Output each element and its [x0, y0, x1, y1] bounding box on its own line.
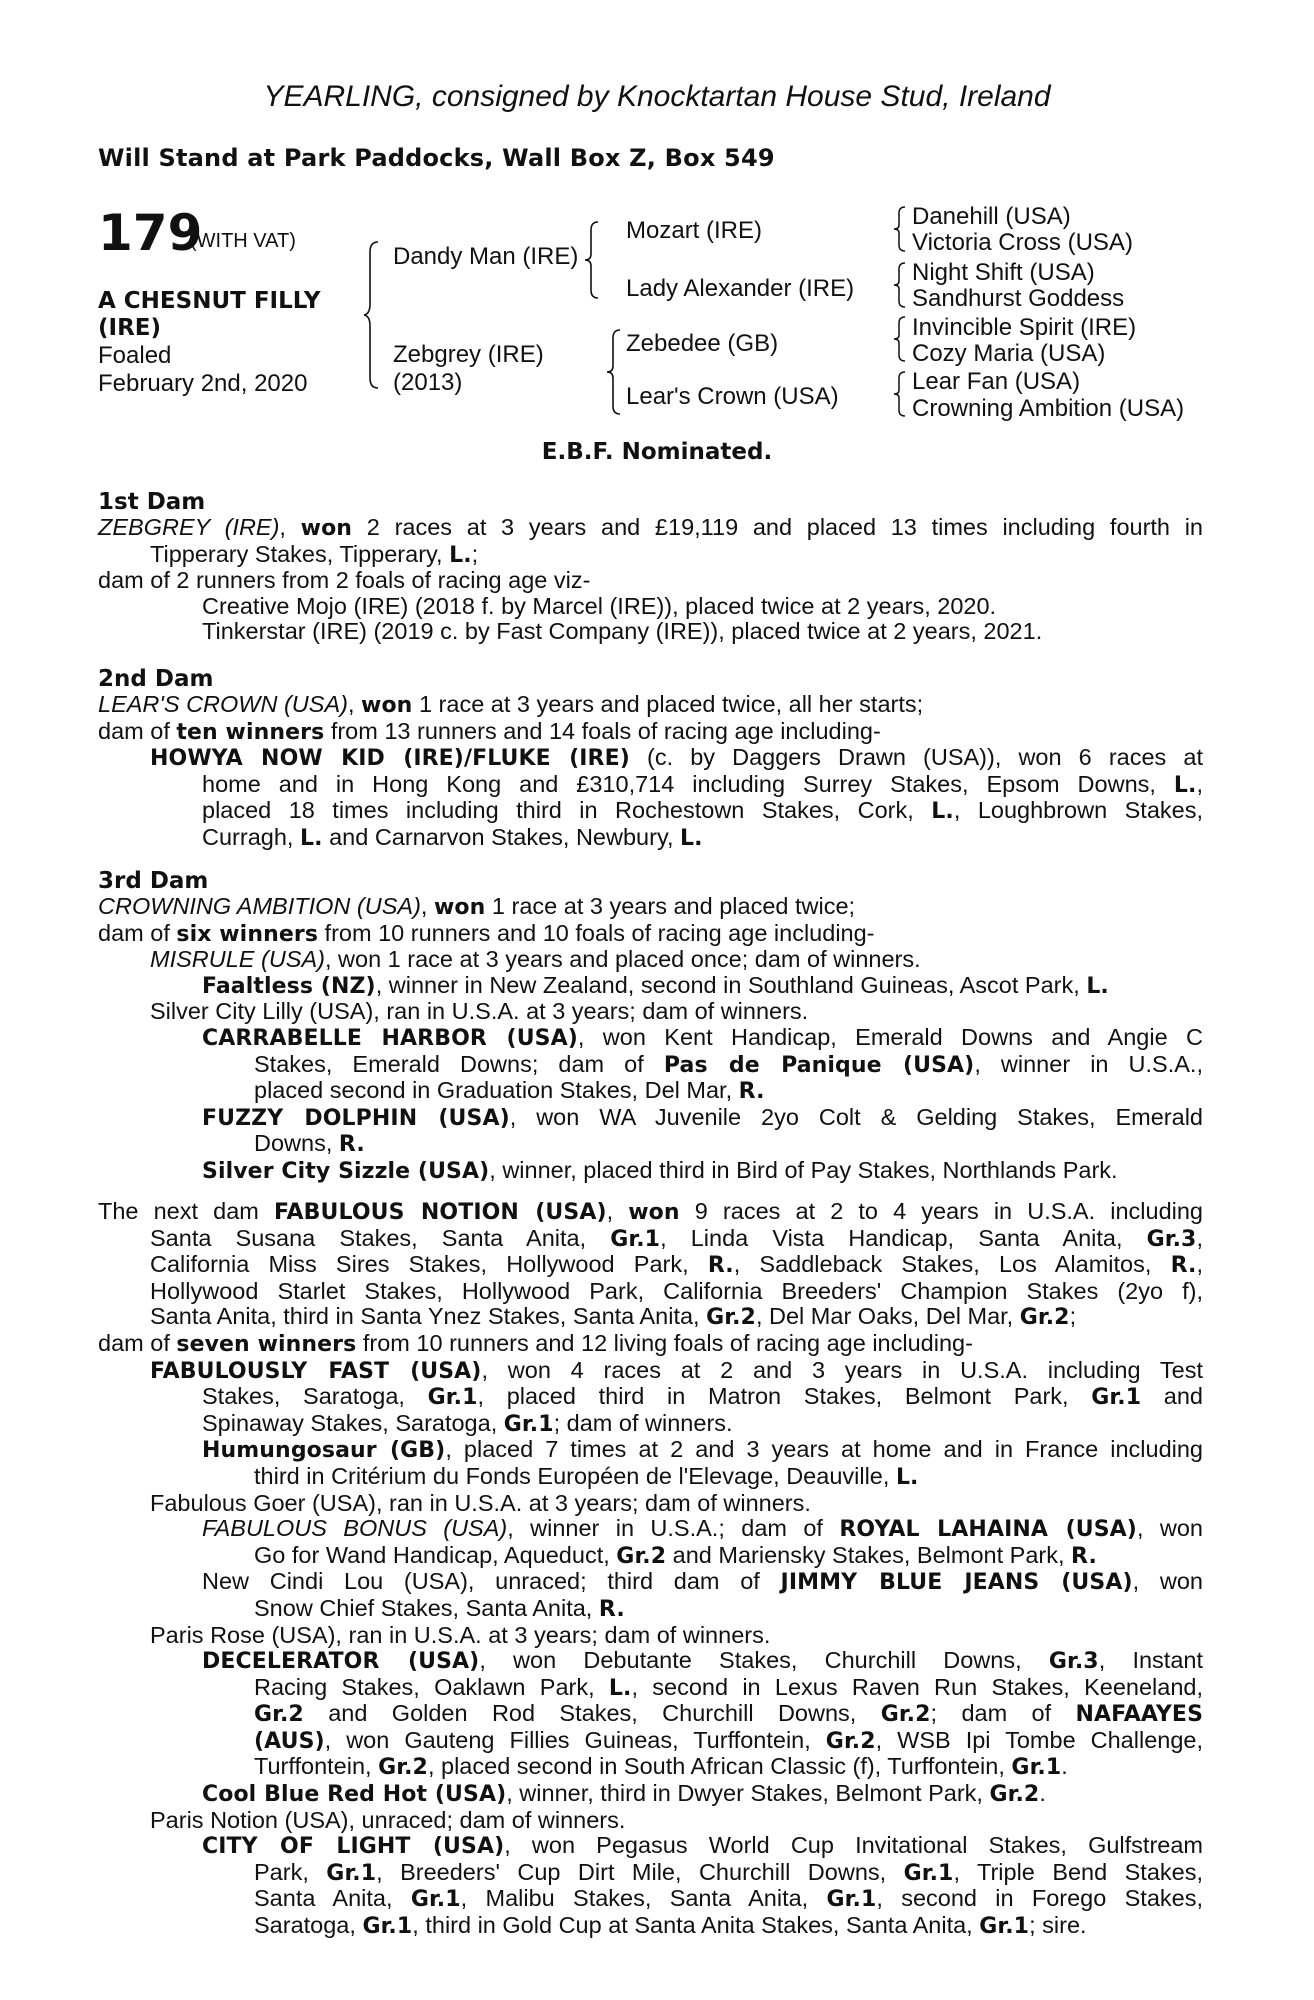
- pedigree-brace-ggp-4: [893, 370, 907, 418]
- pedigree-brace-main: [362, 240, 382, 390]
- pedigree-sire-sire: Mozart (IRE): [626, 217, 763, 244]
- pedigree-brace-ggp-3: [893, 315, 907, 363]
- third-dam-text: CROWNING AMBITION (USA), won 1 race at 3 years and placed twice; dam of six winners from 10 runners and 10 foals of racing age including- MISRULE (USA), won 1 race at 3 years and placed once; dam of winners. Faaltless (NZ), winner in New Zealand, second in Southland Guineas, Ascot Park, L. Silver City Lilly (USA), ran in U.S.A. at 3 years; dam of winners. CARRABELLE HARBOR (USA), won Kent Handicap, Emerald Downs and Angie C Stakes, Emerald Downs; dam of Pas de Panique (USA), winner in U.S.A., placed second in Graduation Stakes, Del Mar, R. FUZZY DOLPHIN (USA), won WA Juvenile 2yo Colt & Gelding Stakes, Emerald Downs, R. Silver City Sizzle (USA), winner, placed third in Bird of Pay Stakes, Northlands Park.: [98, 893, 1203, 1184]
- pedigree-ggp-7: Lear Fan (USA): [912, 368, 1081, 395]
- foaled-date: February 2nd, 2020: [98, 370, 308, 397]
- first-dam-text: ZEBGREY (IRE), won 2 races at 3 years and £19,119 and placed 13 times including fourth in Tipperary Stakes, Tipperary, L.; dam of 2 runners from 2 foals of racing age viz- Creative Mojo (IRE) (2018 f. by Marcel (IRE)), placed twice at 2 years, 2020. Tinkerstar (IRE) (2019 c. by Fast Company (IRE)), placed twice at 2 years, 2021.: [98, 514, 1204, 645]
- next-dam-text: The next dam FABULOUS NOTION (USA), won 9 races at 2 to 4 years in U.S.A. including Santa Susana Stakes, Santa Anita, Gr.1, Linda Vista Handicap, Santa Anita, Gr.3, California Miss Sires Stakes, Hollywood Park, R., Saddleback Stakes, Los Alamitos, R., Hollywood Starlet Stakes, Hollywood Park, California Breeders' Champion Stakes (2yo f), Santa Anita, third in Santa Ynez Stakes, Santa Anita, Gr.2, Del Mar Oaks, Del Mar, Gr.2; dam of seven winners from 10 runners and 12 living foals of racing age including- FABULOUSLY FAST (USA), won 4 races at 2 and 3 years in U.S.A. including Test Stakes, Saratoga, Gr.1, placed third in Matron Stakes, Belmont Park, Gr.1 and Spinaway Stakes, Saratoga, Gr.1; dam of winners. Humungosaur (GB), placed 7 times at 2 and 3 years at home and in France including third in Critérium du Fonds Européen de l'Elevage, Deauville, L. Fabulous Goer (USA), ran in U.S.A. at 3 years; dam of winners. FABULOUS BONUS (USA), winner in U.S.A.; dam of ROYAL LAHAINA (USA), won Go for Wand Handicap, Aqueduct, Gr.2 and Mariensky Stakes, Belmont Park, R. New Cindi Lou (USA), unraced; third dam of JIMMY BLUE JEANS (USA), won Snow Chief Stakes, Santa Anita, R. Paris Rose (USA), ran in U.S.A. at 3 years; dam of winners. DECELERATOR (USA), won Debutante Stakes, Churchill Downs, Gr.3, Instant Racing Stakes, Oaklawn Park, L., second in Lexus Raven Run Stakes, Keeneland, Gr.2 and Golden Rod Stakes, Churchill Downs, Gr.2; dam of NAFAAYES (AUS), won Gauteng Fillies Guineas, Turffontein, Gr.2, WSB Ipi Tombe Challenge, Turffontein, Gr.2, placed second in South African Classic (f), Turffontein, Gr.1. Cool Blue Red Hot (USA), winner, third in Dwyer Stakes, Belmont Park, Gr.2. Paris Notion (USA), unraced; dam of winners. CITY OF LIGHT (USA), won Pegasus World Cup Invitational Stakes, Gulfstream Park, Gr.1, Breeders' Cup Dirt Mile, Churchill Downs, Gr.1, Triple Bend Stakes, Santa Anita, Gr.1, Malibu Stakes, Santa Anita, Gr.1, second in Forego Stakes, Saratoga, Gr.1, third in Gold Cup at Santa Anita Stakes, Santa Anita, Gr.1; sire.: [98, 1198, 1204, 1940]
- location-line: Will Stand at Park Paddocks, Wall Box Z, Box 549: [98, 144, 775, 172]
- pedigree-ggp-2: Victoria Cross (USA): [912, 229, 1133, 256]
- section-second-dam: 2nd Dam: [98, 666, 214, 692]
- lot-description: A CHESNUT FILLY: [98, 288, 321, 314]
- produce-record: Tinkerstar (IRE) (2019 c. by Fast Company (IRE)), placed twice at 2 years, 2021.: [202, 618, 1043, 645]
- page-title: YEARLING, consigned by Knocktartan House Stud, Ireland: [263, 80, 1051, 113]
- ebf-nominated: E.B.F. Nominated.: [541, 439, 773, 465]
- produce-record: Creative Mojo (IRE) (2018 f. by Marcel (IRE)), placed twice at 2 years, 2020.: [202, 592, 997, 619]
- pedigree-brace-dam: [605, 328, 623, 416]
- pedigree-dam-sire: Zebedee (GB): [626, 330, 779, 357]
- pedigree-brace-ggp-2: [893, 261, 907, 309]
- lot-description-country: (IRE): [98, 315, 162, 341]
- pedigree-ggp-8: Crowning Ambition (USA): [912, 395, 1185, 422]
- vat-label: (WITH VAT): [190, 230, 296, 252]
- pedigree-ggp-4: Sandhurst Goddess: [912, 285, 1125, 312]
- lot-number: 179: [98, 204, 203, 262]
- pedigree-dam-year: (2013): [393, 369, 463, 396]
- pedigree-brace-ggp-1: [893, 205, 907, 253]
- pedigree-dam-dam: Lear's Crown (USA): [626, 383, 839, 410]
- pedigree-ggp-3: Night Shift (USA): [912, 259, 1095, 286]
- dam-name: ZEBGREY (IRE): [98, 514, 280, 540]
- pedigree-sire: Dandy Man (IRE): [393, 243, 579, 270]
- section-first-dam: 1st Dam: [98, 489, 206, 515]
- second-dam-text: LEAR'S CROWN (USA), won 1 race at 3 years and placed twice, all her starts; dam of ten winners from 13 runners and 14 foals of racing age including- HOWYA NOW KID (IRE)/FLUKE (IRE) (c. by Daggers Drawn (USA)), won 6 races at home and in Hong Kong and £310,714 including Surrey Stakes, Epsom Downs, L., placed 18 times including third in Rochestown Stakes, Cork, L., Loughbrown Stakes, Curragh, L. and Carnarvon Stakes, Newbury, L.: [98, 691, 1203, 851]
- pedigree-sire-dam: Lady Alexander (IRE): [626, 275, 855, 302]
- pedigree-ggp-1: Danehill (USA): [912, 203, 1071, 230]
- section-third-dam: 3rd Dam: [98, 868, 209, 894]
- pedigree-brace-sire: [583, 220, 601, 300]
- foaled-label: Foaled: [98, 342, 172, 369]
- pedigree-dam: Zebgrey (IRE): [393, 341, 544, 368]
- pedigree-ggp-5: Invincible Spirit (IRE): [912, 314, 1137, 341]
- pedigree-ggp-6: Cozy Maria (USA): [912, 340, 1106, 367]
